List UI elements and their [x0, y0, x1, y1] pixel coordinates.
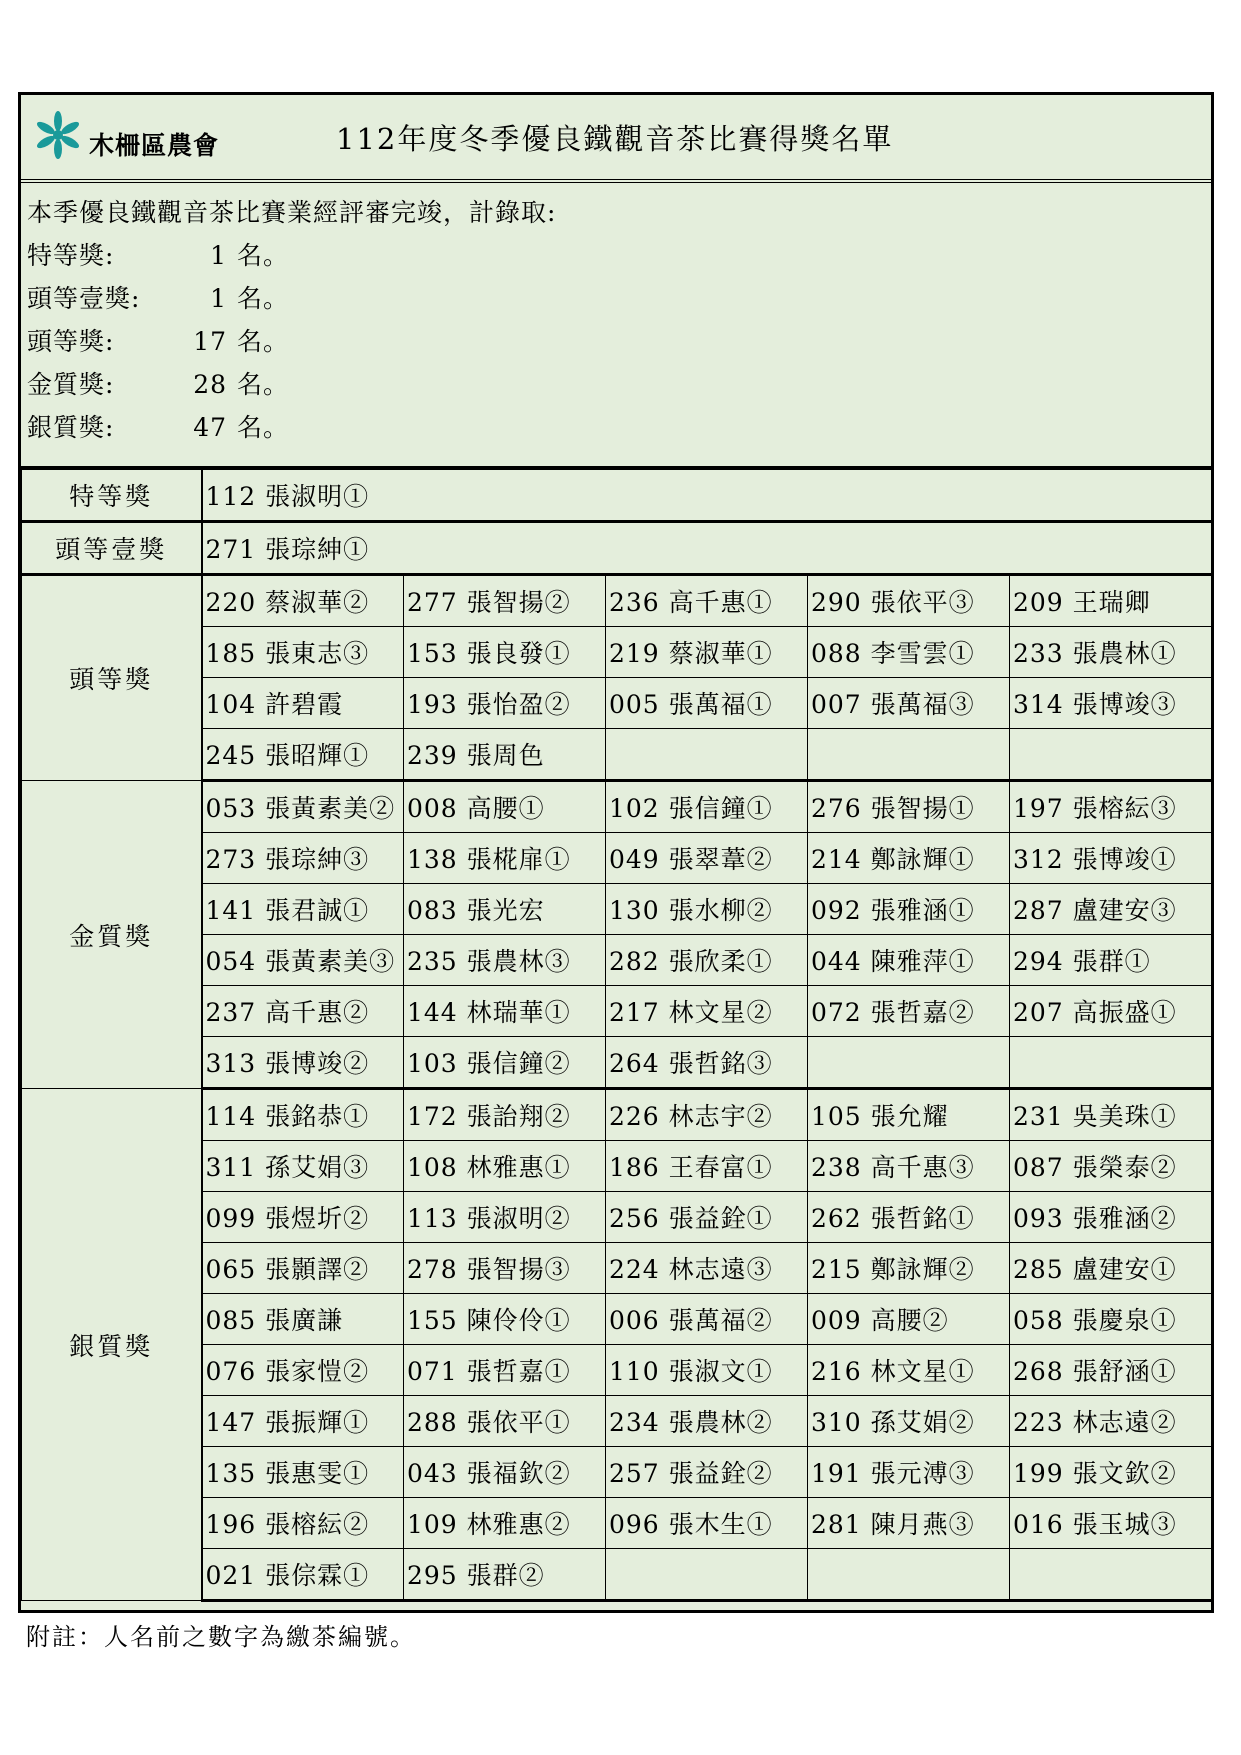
winner-cell: 092 張雅涵① [808, 884, 1010, 935]
winner-cell: 199 張文欽② [1010, 1447, 1212, 1498]
winner-cell: 217 林文星② [606, 986, 808, 1037]
winner-cell: 295 張群② [404, 1549, 606, 1601]
winner-cell: 110 張淑文① [606, 1345, 808, 1396]
winner-cell: 282 張欣柔① [606, 935, 808, 986]
table-row [22, 575, 1212, 627]
winner-cell: 108 林雅惠① [404, 1141, 606, 1192]
sheet-header [21, 95, 1211, 183]
intro-count-row [27, 320, 1211, 363]
count-unit: 名。 [237, 241, 290, 270]
winner-cell: 311 孫艾娟③ [202, 1141, 404, 1192]
count-unit: 名。 [237, 370, 290, 399]
count-label: 頭等獎: [27, 327, 115, 356]
winner-cell: 130 張水柳② [606, 884, 808, 935]
winner-cell: 021 張倧霖① [202, 1549, 404, 1601]
winner-cell: 233 張農林① [1010, 627, 1212, 678]
winner-cell: 215 鄭詠輝② [808, 1243, 1010, 1294]
intro-section [21, 183, 1211, 469]
winner-cell: 096 張木生① [606, 1498, 808, 1549]
winner-cell: 191 張元溥③ [808, 1447, 1010, 1498]
logo-text: 木柵區農會 [89, 131, 220, 160]
winner-cell: 058 張慶泉① [1010, 1294, 1212, 1345]
winner-cell: 223 林志遠② [1010, 1396, 1212, 1447]
winner-cell: 262 張哲銘① [808, 1192, 1010, 1243]
intro-lead: 本季優良鐵觀音茶比賽業經評審完竣，計錄取: [27, 198, 557, 227]
winner-cell: 287 盧建安③ [1010, 884, 1212, 935]
winner-cell: 197 張榕紜③ [1010, 781, 1212, 833]
winner-cell: 281 陳月燕③ [808, 1498, 1010, 1549]
winner-cell: 271 張琮紳① [202, 522, 1212, 575]
count-unit: 名。 [237, 284, 290, 313]
winner-cell: 005 張萬福① [606, 678, 808, 729]
winner-cell: 141 張君誠① [202, 884, 404, 935]
page-title: 112年度冬季優良鐵觀音茶比賽得獎名單 [336, 122, 894, 156]
winner-cell: 294 張群① [1010, 935, 1212, 986]
count-unit: 名。 [237, 327, 290, 356]
winner-cell: 226 林志宇② [606, 1089, 808, 1141]
winner-cell [1010, 1549, 1212, 1601]
count-value: 28 [193, 370, 227, 399]
winner-cell: 290 張依平③ [808, 575, 1010, 627]
winner-cell [606, 729, 808, 781]
winner-cell: 310 孫艾娟② [808, 1396, 1010, 1447]
intro-count-row [27, 234, 1211, 277]
winner-cell: 138 張椛扉① [404, 833, 606, 884]
awards-table [21, 469, 1212, 1602]
winner-cell: 088 李雪雲① [808, 627, 1010, 678]
winner-cell: 135 張惠雯① [202, 1447, 404, 1498]
winner-cell: 044 陳雅萍① [808, 935, 1010, 986]
awards-table-body [22, 470, 1212, 1601]
winner-cell: 214 鄭詠輝① [808, 833, 1010, 884]
count-unit: 名。 [237, 413, 290, 442]
winner-cell: 113 張淑明② [404, 1192, 606, 1243]
footnote: 附註：人名前之數字為繳茶編號。 [26, 1623, 416, 1651]
award-category: 金質獎 [22, 781, 202, 1089]
farmers-association-logo [33, 105, 219, 165]
winner-cell: 239 張周色 [404, 729, 606, 781]
winner-cell [808, 729, 1010, 781]
table-row [22, 1089, 1212, 1141]
intro-count-row [27, 277, 1211, 320]
winner-cell [808, 1037, 1010, 1089]
winner-cell [606, 1549, 808, 1601]
count-label: 金質獎: [27, 370, 115, 399]
count-label: 銀質獎: [27, 413, 115, 442]
count-value: 1 [210, 284, 227, 313]
winner-cell: 313 張博竣② [202, 1037, 404, 1089]
winner-cell: 285 盧建安① [1010, 1243, 1212, 1294]
winner-cell: 277 張智揚② [404, 575, 606, 627]
winner-cell: 314 張博竣③ [1010, 678, 1212, 729]
winner-cell: 172 張詒翔② [404, 1089, 606, 1141]
winner-cell: 238 高千惠③ [808, 1141, 1010, 1192]
winner-cell: 235 張農林③ [404, 935, 606, 986]
winner-cell: 155 陳伶伶① [404, 1294, 606, 1345]
winner-cell: 071 張哲嘉① [404, 1345, 606, 1396]
winner-cell: 220 蔡淑華② [202, 575, 404, 627]
winner-cell: 049 張翠葦② [606, 833, 808, 884]
winner-cell: 103 張信鐘② [404, 1037, 606, 1089]
winner-cell: 273 張琮紳③ [202, 833, 404, 884]
winner-cell: 268 張舒涵① [1010, 1345, 1212, 1396]
winner-cell: 185 張東志③ [202, 627, 404, 678]
award-category: 頭等獎 [22, 575, 202, 781]
winner-cell: 147 張振輝① [202, 1396, 404, 1447]
winner-cell: 312 張博竣① [1010, 833, 1212, 884]
winner-cell: 186 王春富① [606, 1141, 808, 1192]
winner-cell [808, 1549, 1010, 1601]
winner-cell: 264 張哲銘③ [606, 1037, 808, 1089]
winner-cell: 007 張萬福③ [808, 678, 1010, 729]
award-category: 特等獎 [22, 470, 202, 522]
table-row [22, 470, 1212, 522]
winner-cell: 008 高腰① [404, 781, 606, 833]
winner-cell: 072 張哲嘉② [808, 986, 1010, 1037]
winner-cell [1010, 1037, 1212, 1089]
winner-cell: 105 張允耀 [808, 1089, 1010, 1141]
winner-cell: 093 張雅涵② [1010, 1192, 1212, 1243]
winner-cell: 016 張玉城③ [1010, 1498, 1212, 1549]
winner-cell: 083 張光宏 [404, 884, 606, 935]
intro-count-row [27, 363, 1211, 406]
award-category: 頭等壹獎 [22, 522, 202, 575]
winner-cell: 065 張顥譯② [202, 1243, 404, 1294]
winner-cell: 219 蔡淑華① [606, 627, 808, 678]
winner-cell: 112 張淑明① [202, 470, 1212, 522]
winner-cell: 209 王瑞卿 [1010, 575, 1212, 627]
winner-cell: 237 高千惠② [202, 986, 404, 1037]
count-value: 17 [193, 327, 227, 356]
tea-leaf-logo-icon [33, 110, 83, 160]
winner-cell: 114 張銘恭① [202, 1089, 404, 1141]
award-sheet [18, 92, 1214, 1613]
winner-cell: 216 林文星① [808, 1345, 1010, 1396]
winner-cell: 257 張益銓② [606, 1447, 808, 1498]
intro-count-row [27, 406, 1211, 449]
winner-cell: 224 林志遠③ [606, 1243, 808, 1294]
table-row [22, 781, 1212, 833]
winner-cell: 207 高振盛① [1010, 986, 1212, 1037]
winner-cell: 234 張農林② [606, 1396, 808, 1447]
winner-cell: 104 許碧霞 [202, 678, 404, 729]
winner-cell: 043 張福欽② [404, 1447, 606, 1498]
winner-cell: 153 張良發① [404, 627, 606, 678]
winner-cell: 144 林瑞華① [404, 986, 606, 1037]
count-label: 特等獎: [27, 241, 115, 270]
winner-cell: 102 張信鐘① [606, 781, 808, 833]
winner-cell: 256 張益銓① [606, 1192, 808, 1243]
winner-cell: 276 張智揚① [808, 781, 1010, 833]
winner-cell: 053 張黃素美② [202, 781, 404, 833]
winner-cell: 196 張榕紜② [202, 1498, 404, 1549]
winner-cell: 288 張依平① [404, 1396, 606, 1447]
award-category: 銀質獎 [22, 1089, 202, 1601]
count-label: 頭等壹獎: [27, 284, 141, 313]
table-row [22, 522, 1212, 575]
winner-cell: 076 張家愷② [202, 1345, 404, 1396]
winner-cell: 099 張煜圻② [202, 1192, 404, 1243]
winner-cell: 278 張智揚③ [404, 1243, 606, 1294]
winner-cell: 193 張怡盈② [404, 678, 606, 729]
winner-cell [1010, 729, 1212, 781]
winner-cell: 054 張黃素美③ [202, 935, 404, 986]
winner-cell: 009 高腰② [808, 1294, 1010, 1345]
winner-cell: 236 高千惠① [606, 575, 808, 627]
count-value: 47 [193, 413, 227, 442]
winner-cell: 085 張廣謙 [202, 1294, 404, 1345]
winner-cell: 006 張萬福② [606, 1294, 808, 1345]
winner-cell: 245 張昭輝① [202, 729, 404, 781]
winner-cell: 087 張榮泰② [1010, 1141, 1212, 1192]
count-value: 1 [210, 241, 227, 270]
winner-cell: 109 林雅惠② [404, 1498, 606, 1549]
winner-cell: 231 吳美珠① [1010, 1089, 1212, 1141]
